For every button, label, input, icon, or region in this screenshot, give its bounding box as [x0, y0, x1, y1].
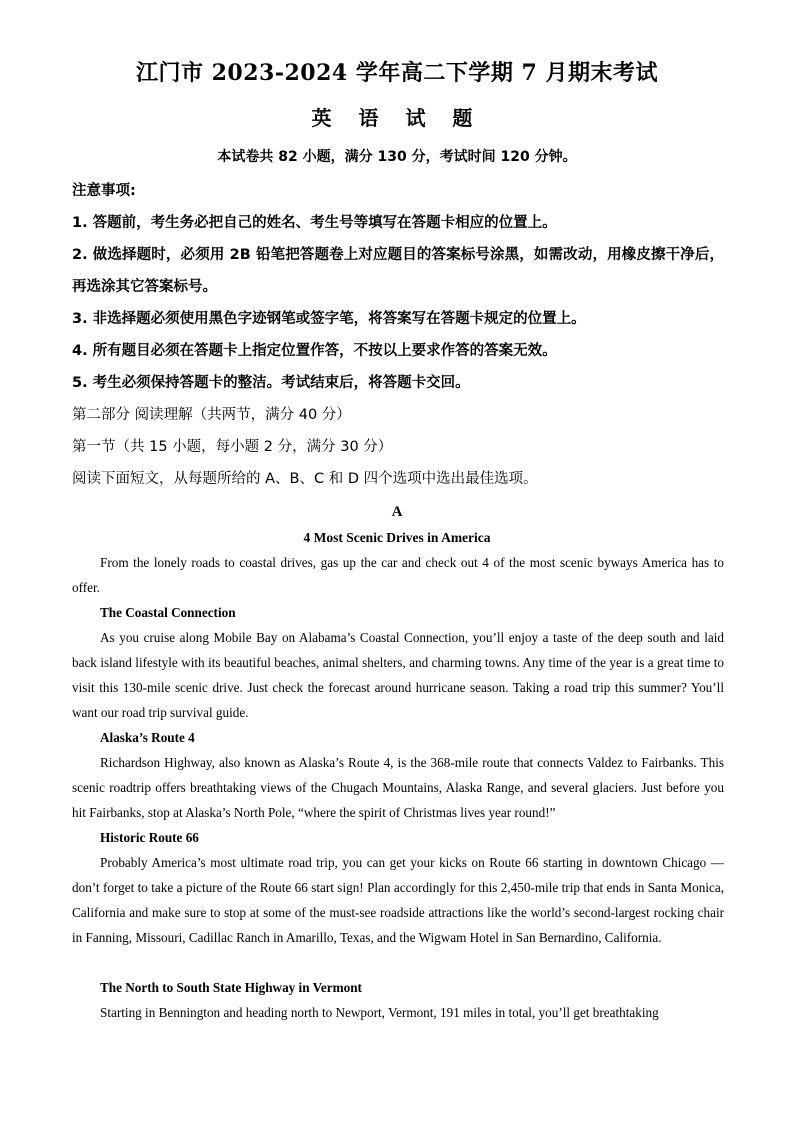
section-heading-alaska: Alaska’s Route 4 [100, 730, 195, 745]
section-text-route66: Probably America’s most ultimate road trip, you can get your kicks on Route 66 starting in downtown Chicago — don’t forget to take a picture of the Route 66 start sign! Plan accordingly for this 2,450-mile trip that ends in Santa Monica, California and make sure to stop at some of the must-see roadside attractions like the world’s second-largest rocking chair in Fanning, Missouri, Cadillac Ranch in Amarillo, Texas, and the Wigwam Hotel in San Bernardino, California. [72, 855, 724, 945]
section-heading-vermont: The North to South State Highway in Vermont [100, 980, 362, 995]
instruction: 阅读下面短文，从每题所给的 A、B、C 和 D 四个选项中选出最佳选项。 [72, 471, 538, 487]
section-heading-coastal: The Coastal Connection [100, 605, 236, 620]
section-text-coastal: As you cruise along Mobile Bay on Alabama’s Coastal Connection, you’ll enjoy a taste of the deep south and laid back island lifestyle with its beautiful beaches, animal shelters, and charming towns. Any time of the year is a great time to visit this 130-mile scenic drive. Just check the forecast around hurricane season. Taking a road trip this summer? You’ll want our road trip survival guide. [72, 630, 724, 720]
notes-heading: 注意事项: [72, 183, 136, 199]
note-item-2: 2. 做选择题时，必须用 2B 铅笔把答题卷上对应题目的答案标号涂黑，如需改动，用橡皮擦干净后，再选涂其它答案标号。 [72, 247, 724, 295]
note-item-1: 1. 答题前，考生务必把自己的姓名、考生号等填写在答题卡相应的位置上。 [72, 215, 557, 231]
exam-info: 本试卷共 82 小题，满分 130 分，考试时间 120 分钟。 [217, 149, 577, 165]
note-item-5: 5. 考生必须保持答题卡的整洁。考试结束后，将答题卡交回。 [72, 375, 470, 391]
section-heading-route66: Historic Route 66 [100, 830, 199, 845]
section-text-vermont: Starting in Bennington and heading north to Newport, Vermont, 191 miles in total, you’ll get breathtaking [100, 1005, 659, 1020]
note-item-3: 3. 非选择题必须使用黑色字迹钢笔或签字笔，将答案写在答题卡规定的位置上。 [72, 311, 586, 327]
exam-subtitle: 英 语 试 题 [311, 106, 483, 130]
note-item-4: 4. 所有题目必须在答题卡上指定位置作答，不按以上要求作答的答案无效。 [72, 343, 557, 359]
passage-intro: From the lonely roads to coastal drives, gas up the car and check out 4 of the most scenic byways America has to offer. [72, 555, 724, 595]
section-text-alaska: Richardson Highway, also known as Alaska’s Route 4, is the 368-mile route that connects Valdez to Fairbanks. This scenic roadtrip offers breathtaking views of the Chugach Mountains, Alaska Range, and several glaciers. Just before you hit Fairbanks, stop at Alaska’s North Pole, “where the spirit of Christmas lives year round!” [72, 755, 724, 820]
section-title: 第一节（共 15 小题，每小题 2 分，满分 30 分） [72, 439, 393, 455]
passage-title: 4 Most Scenic Drives in America [303, 530, 491, 545]
part-title: 第二部分 阅读理解（共两节，满分 40 分） [72, 407, 351, 423]
passage-letter: A [391, 504, 403, 520]
exam-title: 江门市 2023-2024 学年高二下学期 7 月期末考试 [135, 60, 659, 86]
